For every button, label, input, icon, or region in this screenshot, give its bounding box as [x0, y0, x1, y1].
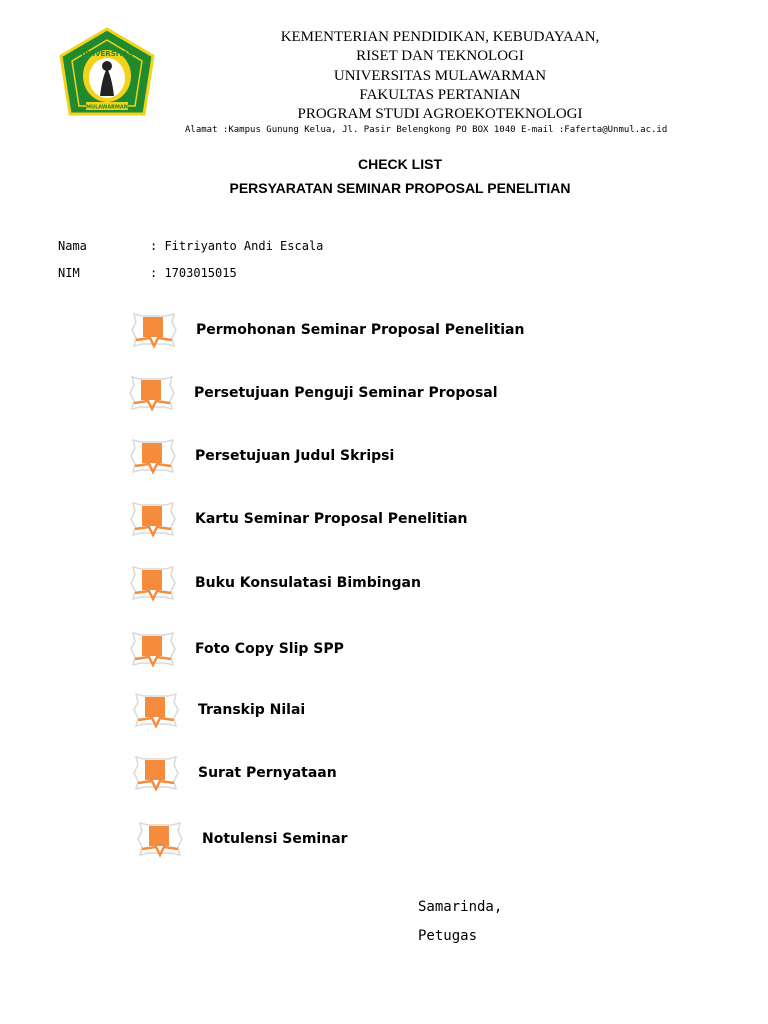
- ministry-line-2: RISET DAN TEKNOLOGI: [356, 48, 524, 64]
- checklist-item-label: Foto Copy Slip SPP: [195, 641, 344, 657]
- nim-value: : 1703015015: [150, 266, 237, 280]
- checkbox-icon: [126, 371, 178, 415]
- university-name: UNIVERSITAS MULAWARMAN: [333, 68, 547, 84]
- checklist-item: [127, 627, 647, 671]
- checklist-item: [127, 561, 647, 605]
- signature-role: Petugas: [418, 928, 478, 944]
- checklist-item: [127, 434, 647, 478]
- checklist-item-label: Persetujuan Penguji Seminar Proposal: [194, 385, 498, 401]
- logo-top-text: UNIVERSITAS: [80, 50, 134, 58]
- document-title: CHECK LIST: [358, 156, 442, 172]
- faculty-name: FAKULTAS PERTANIAN: [359, 87, 521, 103]
- checklist-item-label: Surat Pernyataan: [198, 765, 337, 781]
- checklist-item: [134, 817, 654, 861]
- checklist-item-label: Notulensi Seminar: [202, 831, 348, 847]
- checklist-item: [127, 497, 647, 541]
- checklist-item: [126, 371, 646, 415]
- signature-place: Samarinda,: [418, 899, 503, 915]
- checkbox-icon: [128, 308, 180, 352]
- name-label: Nama: [58, 239, 87, 253]
- checkbox-icon: [127, 561, 179, 605]
- checklist-item: [130, 751, 650, 795]
- logo-bottom-text: MULAWARMAN: [86, 104, 128, 111]
- checkbox-icon: [127, 627, 179, 671]
- checklist-item-label: Buku Konsulatasi Bimbingan: [195, 575, 421, 591]
- checklist-item: [130, 688, 650, 732]
- checklist-item-label: Permohonan Seminar Proposal Penelitian: [196, 322, 525, 338]
- ministry-line-1: KEMENTERIAN PENDIDIKAN, KEBUDAYAAN,: [280, 29, 600, 45]
- checklist-item-label: Persetujuan Judul Skripsi: [195, 448, 395, 464]
- checklist-item-label: Transkip Nilai: [198, 702, 306, 718]
- checklist-item-label: Kartu Seminar Proposal Penelitian: [195, 511, 468, 527]
- checkbox-icon: [130, 688, 182, 732]
- checkbox-icon: [134, 817, 186, 861]
- document-subtitle: PERSYARATAN SEMINAR PROPOSAL PENELITIAN: [229, 180, 571, 196]
- checkbox-icon: [130, 751, 182, 795]
- name-value: : Fitriyanto Andi Escala: [150, 239, 324, 253]
- university-logo: [56, 26, 158, 128]
- checklist-item: [128, 308, 648, 352]
- address-line: Alamat :Kampus Gunung Kelua, Jl. Pasir Belengkong PO BOX 1040 E-mail :Faferta@Unmul.ac.id: [185, 125, 668, 135]
- checkbox-icon: [127, 497, 179, 541]
- checkbox-icon: [127, 434, 179, 478]
- nim-label: NIM: [58, 266, 80, 280]
- program-name: PROGRAM STUDI AGROEKOTEKNOLOGI: [297, 106, 583, 122]
